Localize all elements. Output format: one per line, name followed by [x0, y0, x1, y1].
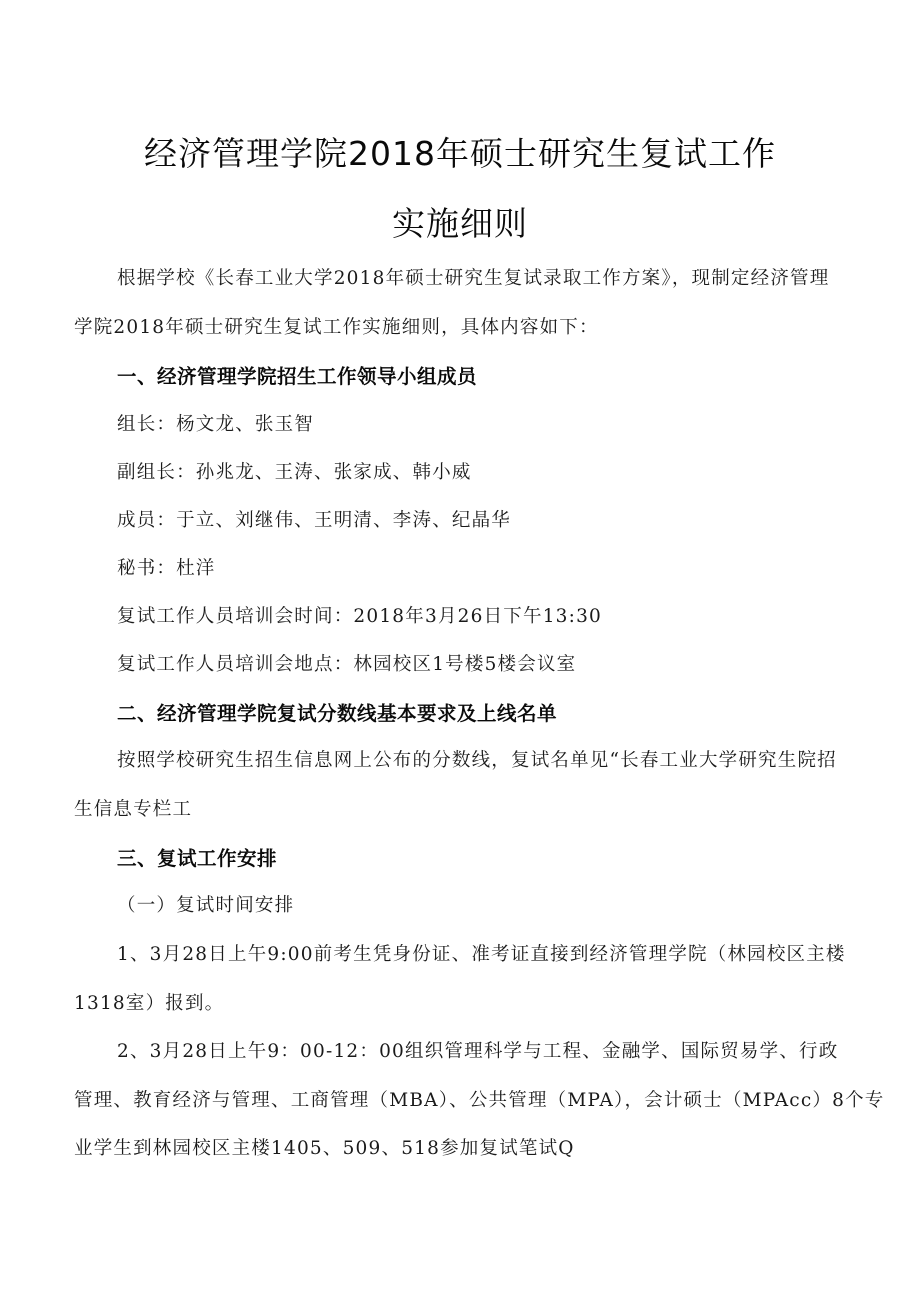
item-2-line-2: 管理、教育经济与管理、工商管理（MBA）、公共管理（MPA），会计硕士（MPAcc）8个专 — [74, 1090, 885, 1111]
section-2-paragraph-line-2: 生信息专栏工 — [74, 799, 193, 820]
intro-paragraph-line-2: 学院2018年硕士研究生复试工作实施细则，具体内容如下： — [74, 317, 599, 338]
item-1-line-1: 1、3月28日上午9:00前考生凭身份证、准考证直接到经济管理学院（林园校区主楼 — [117, 944, 846, 965]
intro-paragraph-line-1: 根据学校《长春工业大学2018年硕士研究生复试录取工作方案》，现制定经济管理 — [117, 268, 830, 289]
leaders-line: 组长：杨文龙、张玉智 — [117, 414, 315, 435]
document-title-line-2: 实施细则 — [392, 204, 528, 243]
section-3-heading: 三、复试工作安排 — [117, 847, 278, 870]
training-time-line: 复试工作人员培训会时间：2018年3月26日下午13:30 — [117, 606, 603, 627]
members-line: 成员：于立、刘继伟、王明清、李涛、纪晶华 — [117, 510, 512, 531]
training-place-line: 复试工作人员培训会地点：林园校区1号楼5楼会议室 — [117, 654, 577, 675]
item-2-line-1: 2、3月28日上午9：00-12：00组织管理科学与工程、金融学、国际贸易学、行政 — [117, 1041, 839, 1062]
subsection-1-heading: （一）复试时间安排 — [117, 895, 295, 916]
section-2-heading: 二、经济管理学院复试分数线基本要求及上线名单 — [117, 702, 558, 725]
deputy-leaders-line: 副组长：孙兆龙、王涛、张家成、韩小威 — [117, 462, 472, 483]
item-1-line-2: 1318室）报到。 — [74, 993, 225, 1014]
section-1-heading: 一、经济管理学院招生工作领导小组成员 — [117, 365, 478, 388]
item-2-line-3: 业学生到林园校区主楼1405、509、518参加复试笔试Q — [74, 1138, 575, 1159]
secretary-line: 秘书：杜洋 — [117, 558, 216, 579]
document-title-line-1: 经济管理学院2018年硕士研究生复试工作 — [144, 134, 776, 173]
section-2-paragraph-line-1: 按照学校研究生招生信息网上公布的分数线，复试名单见“长春工业大学研究生院招 — [117, 750, 837, 771]
